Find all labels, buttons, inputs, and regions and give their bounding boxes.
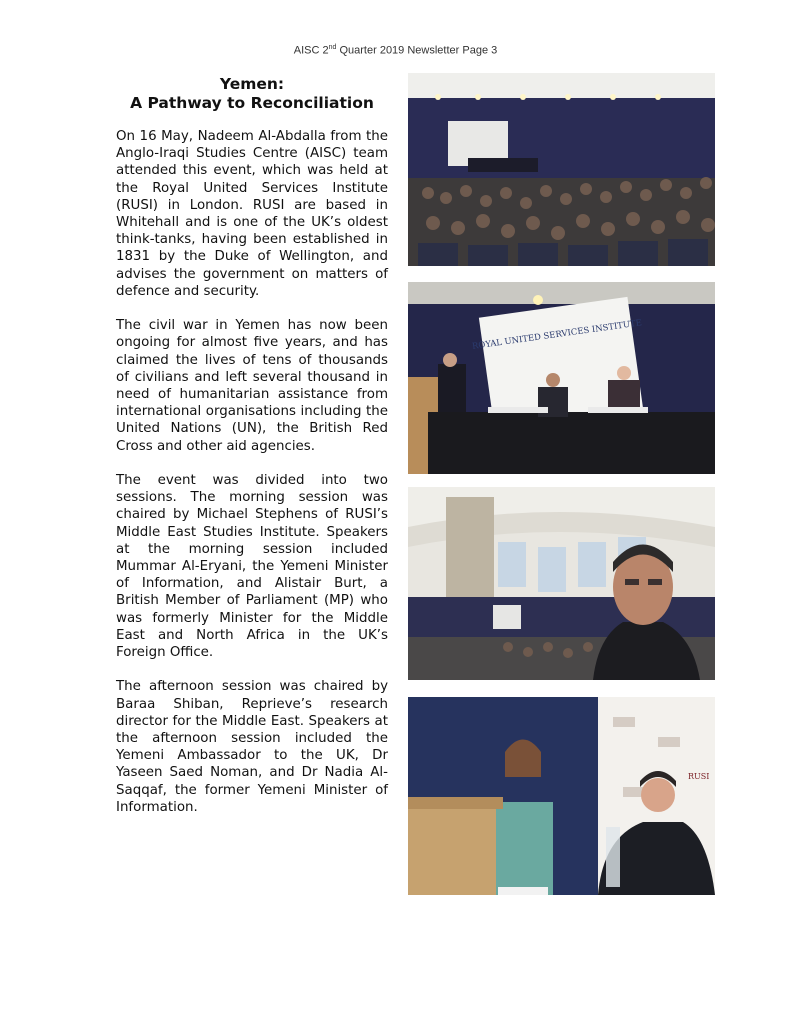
banner-text: ROYAL UNITED SERVICES INSTITUTE bbox=[471, 318, 643, 352]
page-header: AISC 2nd Quarter 2019 Newsletter Page 3 bbox=[293, 44, 498, 57]
photo-audience-hall bbox=[408, 73, 715, 266]
paragraph-1: On 16 May, Nadeem Al-Abdalla from the Anglo-Iraqi Studies Centre (AISC) team attended this event, which was held at the Royal United Services Institute (RUSI) in London. RUSI are based in Whitehall and is one of the UK’s oldest think-tanks, having been established in 1831 by the Duke of Wellington, and advises the government on matters of defence and security. bbox=[116, 129, 388, 299]
rusi-logo-icon: RUSI bbox=[688, 772, 710, 781]
article-title-line2: A Pathway to Reconciliation bbox=[130, 94, 374, 112]
article-body bbox=[116, 128, 388, 833]
paragraph-2: The civil war in Yemen has now been ongoing for almost five years, and has claimed the lives of tens of thousands of civilians and left several thousand in need of humanitarian assistance from international organisations including the United Nations (UN), the British Red Cross and other aid agencies. bbox=[116, 318, 388, 454]
paragraph-3: The event was divided into two sessions. The morning session was chaired by Michael Stephens of RUSI’s Middle East Studies Institute. Speakers at the morning session included Mummar Al-Eryani, the Yemeni Minister of Information, and Alistair Burt, a British Member of Parliament (MP) who was formerly Minister for the Middle East and North Africa in the UK’s Foreign Office. bbox=[116, 473, 388, 661]
photo-selfie-hall bbox=[408, 487, 715, 680]
paragraph-4: The afternoon session was chaired by Baraa Shiban, Reprieve’s research director for the Middle East. Speakers at the afternoon session included the Yemeni Ambassador to the UK, Dr Yaseen Saed Noman, and Dr Nadia Al-Saqqaf, the former Yemeni Minister of Information. bbox=[116, 679, 388, 815]
article-title-line1: Yemen: bbox=[219, 75, 285, 93]
article-title bbox=[116, 75, 388, 113]
photo-speaker-lectern bbox=[408, 697, 715, 895]
photo-rusi-panel bbox=[408, 282, 715, 474]
